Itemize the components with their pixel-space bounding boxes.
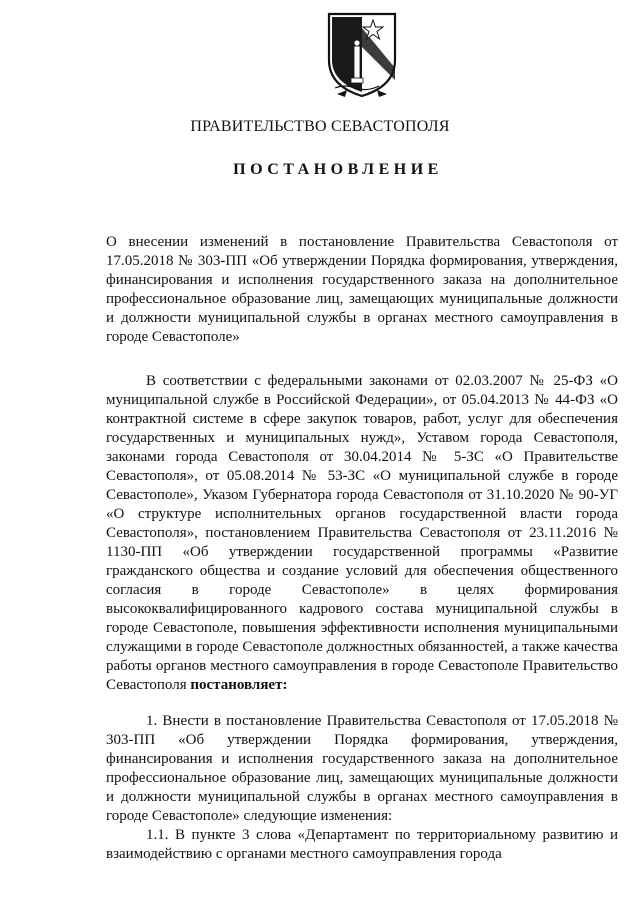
government-title: ПРАВИТЕЛЬСТВО СЕВАСТОПОЛЯ (190, 118, 450, 135)
resolves-keyword: постановляет: (190, 677, 288, 693)
sevastopol-coat-of-arms-icon (323, 8, 401, 98)
document-type-title: ПОСТАНОВЛЕНИЕ (233, 161, 443, 178)
item-paragraph: 1. Внести в постановление Правительства Севастополя от 17.05.2018 № 303-ПП «Об утверждении Порядка формирования, утверждения, финансирования и исполнения государственного заказа на дополнительное профессиональное образование лиц, замещающих муниципальные должности и должности муниципальной службы в органах местного самоуправления в городе Севастополе» следующие изменения: (106, 713, 618, 824)
resolution-subject: О внесении изменений в постановление Правительства Севастополя от 17.05.2018 № 303-ПП «Об утверждении Порядка формирования, утверждения, финансирования и исполнения государственного заказа на дополнительное профессиональное образование лиц, замещающих муниципальные должности и должности муниципальной службы в органах местного самоуправления в городе Севастополе» (106, 234, 618, 345)
item-paragraph: 1.1. В пункте 3 слова «Департамент по территориальному развитию и взаимодействию с органами местного самоуправления города (106, 827, 618, 862)
preamble-text: В соответствии с федеральными законами от 02.03.2007 № 25-ФЗ «О муниципальной службе в Российской Федерации», от 05.04.2013 № 44-ФЗ «О контрактной системе в сфере закупок товаров, работ, услуг для обеспечения государственных и муниципальных нужд», Уставом города Севастополя, законами города Севастополя от 30.04.2014 № 5-ЗС «О Правительстве Севастополя», от 05.08.2014 № 53-ЗС «О муниципальной службе в городе Севастополе», Указом Губернатора города Севастополя от 31.10.2020 № 90-УГ «О структуре исполнительных органов государственной власти города Севастополя», постановлением Правительства Севастополя от 23.11.2016 № 1130-ПП «Об утверждении государственной программы «Развитие гражданского общества и создание условий для обеспечения общественного согласия в городе Севастополе» в целях формирования высококвалифицированного кадрового состава муниципальной службы в городе Севастополе, повышения эффективности исполнения муниципальными служащими в городе Севастополе должностных обязанностей, а также качества работы органов местного самоуправления в городе Севастополе Правительство Севастополя (106, 373, 618, 693)
resolution-body (106, 372, 618, 864)
preamble-paragraph (106, 372, 618, 695)
